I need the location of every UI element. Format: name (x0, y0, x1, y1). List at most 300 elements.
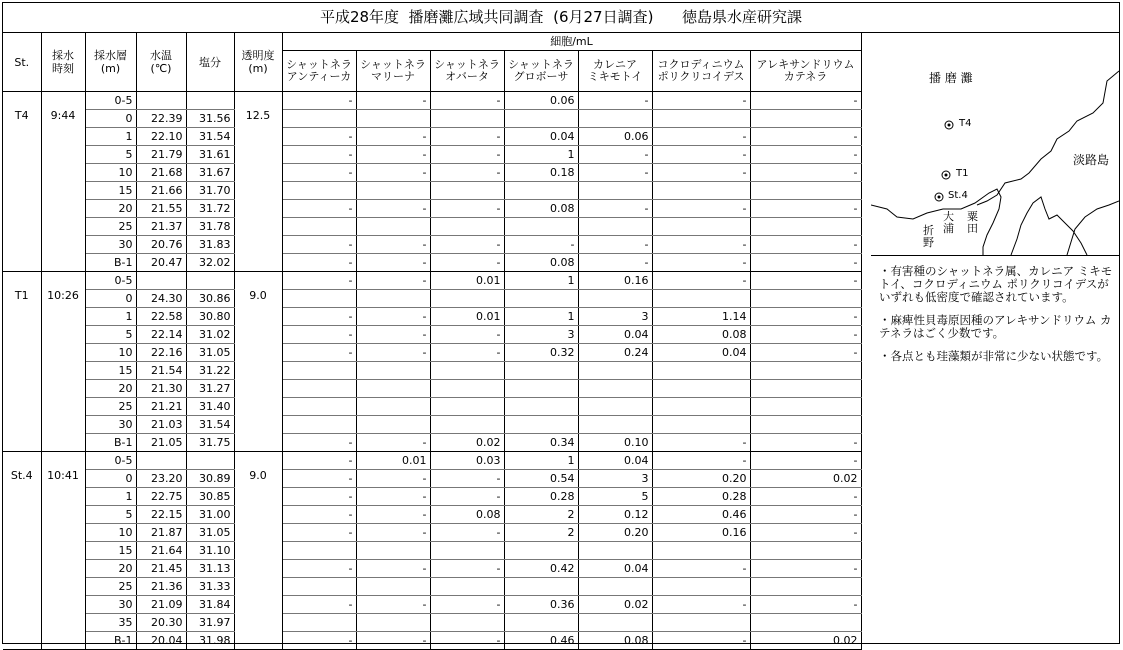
cell-density: 0.02 (430, 434, 504, 452)
cell-density: - (430, 200, 504, 218)
cell-density: - (750, 596, 861, 614)
cell-density: - (282, 434, 356, 452)
salinity-cell: 31.84 (186, 596, 234, 614)
cell-density (750, 182, 861, 200)
cell-density (282, 416, 356, 434)
cell-density (652, 542, 750, 560)
table-row (3, 182, 861, 200)
depth-cell: 20 (85, 200, 136, 218)
cell-density (356, 578, 430, 596)
cell-density: 2 (504, 506, 578, 524)
cell-density: - (750, 434, 861, 452)
header-species: シャットネラ オバータ (430, 51, 504, 92)
salinity-cell (186, 92, 234, 110)
cell-density (430, 362, 504, 380)
cell-density: 0.04 (652, 344, 750, 362)
depth-cell: 35 (85, 614, 136, 632)
cell-density: 0.18 (504, 164, 578, 182)
cell-density (750, 542, 861, 560)
depth-cell: 15 (85, 542, 136, 560)
cell-density (282, 380, 356, 398)
cell-density: - (282, 632, 356, 650)
notes-panel (879, 265, 1113, 373)
cell-density (750, 380, 861, 398)
cell-density: 0.01 (430, 308, 504, 326)
cell-density: - (430, 146, 504, 164)
cell-density: - (356, 308, 430, 326)
cell-density: 0.06 (578, 128, 652, 146)
cell-density (282, 614, 356, 632)
cell-density: - (750, 326, 861, 344)
cell-density: 0.01 (356, 452, 430, 470)
salinity-cell: 32.02 (186, 254, 234, 272)
salinity-cell: 31.54 (186, 416, 234, 434)
cell-density: - (282, 236, 356, 254)
temp-cell (136, 272, 186, 290)
cell-density: 0.04 (504, 128, 578, 146)
table-row (3, 506, 861, 524)
cell-density (282, 362, 356, 380)
note-item: ・麻痺性貝毒原因種のアレキサンドリウム カテネラはごく少数です。 (879, 313, 1112, 340)
cell-density (578, 542, 652, 560)
cell-density: 0.08 (578, 632, 652, 650)
cell-density (652, 614, 750, 632)
depth-cell: 0-5 (85, 272, 136, 290)
cell-density: - (750, 200, 861, 218)
cell-density (578, 362, 652, 380)
cell-density: - (652, 560, 750, 578)
cell-density: 2 (504, 524, 578, 542)
cell-density: - (578, 236, 652, 254)
cell-density: - (652, 128, 750, 146)
cell-density: - (652, 236, 750, 254)
cell-density: 3 (578, 470, 652, 488)
cell-density: 0.02 (750, 470, 861, 488)
cell-density (652, 416, 750, 434)
cell-density: 0.08 (504, 254, 578, 272)
cell-density (652, 380, 750, 398)
salinity-cell (186, 452, 234, 470)
cell-density: - (282, 200, 356, 218)
cell-density: - (750, 272, 861, 290)
cell-density: - (430, 560, 504, 578)
temp-cell: 21.68 (136, 164, 186, 182)
salinity-cell: 31.61 (186, 146, 234, 164)
cell-density: - (282, 344, 356, 362)
map-label-awata: 粟 田 (967, 210, 978, 235)
salinity-cell: 30.89 (186, 470, 234, 488)
table-row (3, 614, 861, 632)
depth-cell: 15 (85, 182, 136, 200)
header-temp: 水温 (℃) (136, 33, 186, 92)
cell-density: - (282, 452, 356, 470)
cell-density: - (282, 470, 356, 488)
cell-density (750, 218, 861, 236)
header-species: シャットネラ グロボーサ (504, 51, 578, 92)
depth-cell: 20 (85, 560, 136, 578)
cell-density: - (430, 236, 504, 254)
cell-density (504, 416, 578, 434)
table-row (3, 452, 861, 470)
cell-density: 0.08 (430, 506, 504, 524)
cell-density: - (282, 254, 356, 272)
cell-density (578, 182, 652, 200)
temp-cell: 24.30 (136, 290, 186, 308)
salinity-cell: 30.86 (186, 290, 234, 308)
cell-density: - (652, 434, 750, 452)
cell-density: 5 (578, 488, 652, 506)
cell-density: - (356, 236, 430, 254)
salinity-cell: 31.27 (186, 380, 234, 398)
cell-density: - (750, 344, 861, 362)
depth-cell: 25 (85, 578, 136, 596)
table-row (3, 164, 861, 182)
salinity-cell: 31.67 (186, 164, 234, 182)
salinity-cell: 31.72 (186, 200, 234, 218)
header-species: コクロディニウム ポリクリコイデス (652, 51, 750, 92)
salinity-cell: 31.00 (186, 506, 234, 524)
cell-density: - (356, 146, 430, 164)
cell-density: - (652, 92, 750, 110)
cell-density: - (430, 596, 504, 614)
sampling-time: 10:26 (41, 272, 85, 452)
cell-density: - (356, 596, 430, 614)
temp-cell: 22.10 (136, 128, 186, 146)
cell-density (356, 290, 430, 308)
cell-density: - (652, 632, 750, 650)
station-name: St.4 (3, 452, 41, 650)
cell-density: - (578, 146, 652, 164)
cell-density: 1 (504, 452, 578, 470)
note-item: ・各点とも珪藻類が非常に少ない状態です。 (879, 349, 1109, 363)
depth-cell: 5 (85, 326, 136, 344)
cell-density: 0.54 (504, 470, 578, 488)
cell-density: - (282, 560, 356, 578)
cell-density (282, 398, 356, 416)
table-row (3, 146, 861, 164)
cell-density: - (430, 92, 504, 110)
depth-cell: 10 (85, 524, 136, 542)
temp-cell: 22.39 (136, 110, 186, 128)
cell-density: - (652, 272, 750, 290)
depth-cell: 0-5 (85, 452, 136, 470)
cell-density: - (356, 344, 430, 362)
header-salinity: 塩分 (186, 33, 234, 92)
table-row (3, 560, 861, 578)
cell-density (750, 398, 861, 416)
temp-cell: 21.37 (136, 218, 186, 236)
depth-cell: 30 (85, 416, 136, 434)
cell-density: 0.02 (578, 596, 652, 614)
cell-density (578, 110, 652, 128)
cell-density (750, 290, 861, 308)
cell-density (652, 398, 750, 416)
transparency-value: 9.0 (234, 452, 282, 650)
cell-density: 0.46 (504, 632, 578, 650)
cell-density: - (356, 506, 430, 524)
depth-cell: 1 (85, 308, 136, 326)
cell-density: - (282, 524, 356, 542)
cell-density: - (356, 254, 430, 272)
header-species: シャットネラ アンティーカ (282, 51, 356, 92)
cell-density: 0.04 (578, 452, 652, 470)
map-label-ohura: 大 浦 (943, 210, 954, 235)
cell-density (356, 218, 430, 236)
cell-density: - (430, 632, 504, 650)
cell-density: - (356, 632, 430, 650)
cell-density (430, 380, 504, 398)
map-label-t1: T1 (956, 168, 969, 179)
cell-density: - (282, 506, 356, 524)
cell-density (356, 362, 430, 380)
cell-density (356, 182, 430, 200)
depth-cell: 10 (85, 344, 136, 362)
table-row (3, 380, 861, 398)
cell-density (356, 614, 430, 632)
temp-cell: 20.47 (136, 254, 186, 272)
cell-density: - (750, 92, 861, 110)
station-name: T1 (3, 272, 41, 452)
cell-density: 0.28 (504, 488, 578, 506)
depth-cell: 0 (85, 290, 136, 308)
temp-cell: 21.21 (136, 398, 186, 416)
cell-density (282, 110, 356, 128)
cell-density: - (750, 560, 861, 578)
cell-density (282, 542, 356, 560)
cell-density: - (282, 92, 356, 110)
temp-cell: 22.14 (136, 326, 186, 344)
cell-density: - (356, 524, 430, 542)
cell-density: - (356, 488, 430, 506)
temp-cell (136, 452, 186, 470)
cell-density: - (430, 326, 504, 344)
cell-density (578, 578, 652, 596)
cell-density: 0.08 (652, 326, 750, 344)
depth-cell: 20 (85, 380, 136, 398)
table-row (3, 272, 861, 290)
salinity-cell: 31.98 (186, 632, 234, 650)
map-label-sea: 播 磨 灘 (929, 71, 973, 85)
page-title: 平成28年度 播磨灘広域共同調査 (6月27日調査) 徳島県水産研究課 (3, 3, 1119, 33)
depth-cell: 0 (85, 470, 136, 488)
depth-cell: B-1 (85, 632, 136, 650)
cell-density: - (750, 308, 861, 326)
cell-density: - (430, 470, 504, 488)
cell-density: - (356, 326, 430, 344)
cell-density: - (356, 272, 430, 290)
plankton-data-table (3, 33, 862, 650)
temp-cell: 23.20 (136, 470, 186, 488)
salinity-cell: 31.54 (186, 128, 234, 146)
temp-cell: 21.05 (136, 434, 186, 452)
cell-density: - (652, 146, 750, 164)
cell-density (578, 290, 652, 308)
depth-cell: 5 (85, 146, 136, 164)
cell-density: 0.03 (430, 452, 504, 470)
cell-density (750, 614, 861, 632)
cell-density (504, 218, 578, 236)
awaji-coastline (977, 71, 1119, 205)
temp-cell: 21.66 (136, 182, 186, 200)
cell-density (430, 614, 504, 632)
temp-cell: 22.58 (136, 308, 186, 326)
cell-density: - (282, 488, 356, 506)
map-label-st4: St.4 (948, 190, 968, 201)
cell-density (430, 578, 504, 596)
transparency-value: 9.0 (234, 272, 282, 452)
table-row (3, 434, 861, 452)
cell-density: - (282, 596, 356, 614)
cell-density: 0.20 (578, 524, 652, 542)
table-row (3, 542, 861, 560)
cell-density: - (750, 488, 861, 506)
cell-density (504, 110, 578, 128)
cell-density: 0.16 (652, 524, 750, 542)
cell-density: 0.34 (504, 434, 578, 452)
location-map (871, 33, 1119, 256)
temp-cell: 21.45 (136, 560, 186, 578)
cell-density: - (430, 254, 504, 272)
awaji-south (1067, 201, 1119, 255)
tokushima-coast-detail (1011, 197, 1087, 255)
cell-density (578, 218, 652, 236)
header-species: シャットネラ マリーナ (356, 51, 430, 92)
depth-cell: 0 (85, 110, 136, 128)
cell-density (430, 182, 504, 200)
cell-density: 0.42 (504, 560, 578, 578)
cell-density: 1 (504, 272, 578, 290)
depth-cell: 10 (85, 164, 136, 182)
header-transparency: 透明度 (m) (234, 33, 282, 92)
cell-density (578, 398, 652, 416)
salinity-cell: 31.56 (186, 110, 234, 128)
cell-density: - (750, 452, 861, 470)
cell-density (430, 218, 504, 236)
temp-cell: 21.55 (136, 200, 186, 218)
cell-density (282, 182, 356, 200)
cell-density: - (282, 326, 356, 344)
cell-density: - (282, 308, 356, 326)
depth-cell: 25 (85, 398, 136, 416)
cell-density: 0.10 (578, 434, 652, 452)
cell-density: - (356, 200, 430, 218)
depth-cell: 5 (85, 506, 136, 524)
transparency-value: 12.5 (234, 92, 282, 272)
cell-density: - (430, 344, 504, 362)
depth-cell: 30 (85, 596, 136, 614)
cell-density: - (282, 146, 356, 164)
cell-density: 1.14 (652, 308, 750, 326)
temp-cell: 22.75 (136, 488, 186, 506)
cell-density (578, 416, 652, 434)
temp-cell: 20.76 (136, 236, 186, 254)
salinity-cell: 31.10 (186, 542, 234, 560)
cell-density: - (356, 128, 430, 146)
salinity-cell: 31.05 (186, 344, 234, 362)
cell-density: 1 (504, 308, 578, 326)
depth-cell: 0-5 (85, 92, 136, 110)
cell-density: 0.02 (750, 632, 861, 650)
depth-cell: 1 (85, 488, 136, 506)
salinity-cell: 31.70 (186, 182, 234, 200)
cell-density: 0.36 (504, 596, 578, 614)
cell-density (504, 398, 578, 416)
cell-density: 0.08 (504, 200, 578, 218)
depth-cell: 25 (85, 218, 136, 236)
temp-cell: 21.54 (136, 362, 186, 380)
temp-cell: 22.15 (136, 506, 186, 524)
cell-density: - (750, 164, 861, 182)
cell-density: 0.46 (652, 506, 750, 524)
salinity-cell: 31.22 (186, 362, 234, 380)
temp-cell: 21.03 (136, 416, 186, 434)
cell-density (356, 542, 430, 560)
cell-density: 0.12 (578, 506, 652, 524)
salinity-cell (186, 272, 234, 290)
salinity-cell: 31.97 (186, 614, 234, 632)
cell-density: 0.24 (578, 344, 652, 362)
cell-density (750, 110, 861, 128)
cell-density: - (430, 524, 504, 542)
table-row (3, 92, 861, 110)
cell-density (356, 398, 430, 416)
cell-density: - (652, 200, 750, 218)
cell-density: - (356, 470, 430, 488)
cell-density: - (578, 164, 652, 182)
table-row (3, 128, 861, 146)
cell-density: - (750, 146, 861, 164)
table-row (3, 470, 861, 488)
salinity-cell: 31.02 (186, 326, 234, 344)
cell-density (504, 290, 578, 308)
header-species: カレニア ミキモトイ (578, 51, 652, 92)
cell-density: - (652, 164, 750, 182)
map-label-island: 淡路島 (1073, 153, 1110, 167)
cell-density: - (430, 164, 504, 182)
table-row (3, 110, 861, 128)
table-row (3, 200, 861, 218)
salinity-cell: 31.05 (186, 524, 234, 542)
cell-density (282, 218, 356, 236)
cell-density (356, 110, 430, 128)
table-row (3, 596, 861, 614)
depth-cell: B-1 (85, 434, 136, 452)
salinity-cell: 30.85 (186, 488, 234, 506)
map-label-t4: T4 (959, 118, 972, 129)
table-row (3, 578, 861, 596)
cell-density: - (750, 128, 861, 146)
cell-density: - (750, 524, 861, 542)
temp-cell: 21.36 (136, 578, 186, 596)
header-station: St. (3, 33, 41, 92)
temp-cell: 20.04 (136, 632, 186, 650)
cell-density (282, 290, 356, 308)
table-row (3, 218, 861, 236)
cell-density: 0.32 (504, 344, 578, 362)
temp-cell: 21.79 (136, 146, 186, 164)
cell-density: - (578, 92, 652, 110)
cell-density: 0.16 (578, 272, 652, 290)
cell-density (504, 578, 578, 596)
cell-density: - (356, 560, 430, 578)
cell-density (652, 290, 750, 308)
station-name: T4 (3, 92, 41, 272)
header-cells-group: 細胞/mL (282, 33, 861, 51)
depth-cell: 1 (85, 128, 136, 146)
cell-density: - (578, 200, 652, 218)
salinity-cell: 31.33 (186, 578, 234, 596)
header-time: 採水 時刻 (41, 33, 85, 92)
